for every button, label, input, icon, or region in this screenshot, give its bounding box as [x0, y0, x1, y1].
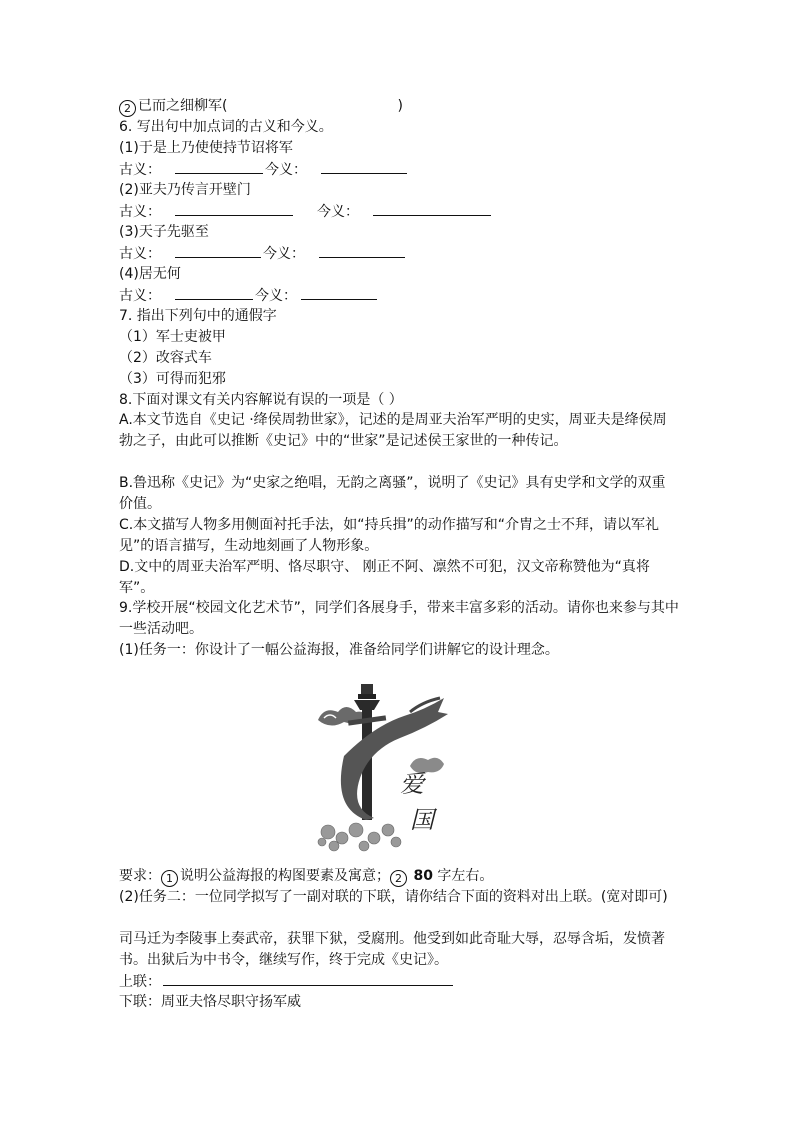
gu-label: 古义： [119, 288, 161, 304]
circled-number: 1 [161, 870, 178, 887]
q7-item-2: （2）改容式车 [119, 350, 212, 366]
q9-task-2: (2)任务二：一位同学拟写了一副对联的下联，请你结合下面的资料对出上联。(宽对即可) [119, 889, 668, 905]
gu-label: 古义： [119, 204, 161, 220]
circled-number: 2 [119, 100, 136, 117]
q8-option-b: B.鲁迅称《史记》为“史家之绝唱，无韵之离骚”，说明了《史记》具有史学和文学的双重价值。 [119, 475, 666, 512]
circled-number: 2 [390, 870, 407, 887]
q6-title: 6. 写出句中加点词的古义和今义。 [119, 119, 333, 135]
jin-blank[interactable] [373, 201, 491, 216]
q6-sentence-3: (3)天子先驱至 [119, 224, 209, 240]
q7-item-1: （1）军士吏被甲 [119, 329, 226, 345]
q8-option-a: A.本文节选自《史记 ·绛侯周勃世家》，记述的是周亚夫治军严明的史实，周亚夫是绛侯周勃之子，由此可以推断《史记》中的“世家”是记述侯王家世的一种传记。 [119, 412, 667, 449]
q6-sentence-2: (2)亚夫乃传言开壁门 [119, 182, 251, 198]
jin-blank[interactable] [301, 285, 377, 300]
gu-label: 古义： [119, 246, 161, 262]
q5-item-2 [119, 96, 403, 117]
jin-label: 今义： [265, 162, 307, 178]
q8-title: 8.下面对课文有关内容解说有误的一项是（ ） [119, 392, 403, 408]
patriotic-poster-image [314, 670, 450, 852]
xia-lian-text: 周亚夫恪尽职守扬军威 [161, 994, 301, 1010]
q9-requirement [119, 866, 493, 887]
requirement-label: 要求： [119, 868, 161, 884]
shang-lian-label: 上联： [119, 974, 161, 990]
gu-blank[interactable] [175, 159, 263, 174]
q8-option-d: D.文中的周亚夫治军严明、恪尽职守、 刚正不阿、凛然不可犯，汉文帝称赞他为“真将军”。 [119, 559, 650, 596]
q5-item-2-close: ) [397, 98, 403, 114]
poster-char-2: 国 [410, 806, 434, 834]
gu-blank[interactable] [175, 285, 253, 300]
jin-blank[interactable] [321, 159, 407, 174]
requirement-2-suffix: 字左右。 [432, 868, 494, 884]
gu-blank[interactable] [175, 201, 293, 216]
q5-item-2-text: 已而之细柳军( [138, 98, 228, 114]
poster-char-1: 爱 [400, 770, 424, 798]
q9-material: 司马迁为李陵事上奏武帝，获罪下狱，受腐刑。他受到如此奇耻大辱，忍辱含垢，发愤著书。出狱后为中书令，继续写作，终于完成《史记》。 [119, 931, 665, 968]
gu-blank[interactable] [175, 243, 261, 258]
shang-lian-row [119, 971, 455, 992]
xia-lian-label: 下联： [119, 994, 161, 1010]
q6-answer-row-1 [119, 159, 409, 180]
jin-label: 今义： [263, 246, 305, 262]
q6-sentence-1: (1)于是上乃使使持节诏将军 [119, 140, 293, 156]
q6-answer-row-2 [119, 201, 493, 222]
gu-label: 古义： [119, 162, 161, 178]
xia-lian-row [119, 992, 301, 1012]
q9-title: 9.学校开展“校园文化艺术节”，同学们各展身手，带来丰富多彩的活动。请你也来参与其中一些活动吧。 [119, 600, 679, 637]
q6-answer-row-4 [119, 285, 379, 306]
jin-blank[interactable] [319, 243, 405, 258]
q9-task-1: (1)任务一：你设计了一幅公益海报，准备给同学们讲解它的设计理念。 [119, 642, 559, 658]
shang-lian-blank[interactable] [163, 971, 453, 986]
jin-label: 今义： [317, 204, 359, 220]
q8-option-c: C.本文描写人物多用侧面衬托手法，如“持兵揖”的动作描写和“介胄之士不拜，请以军礼见”的语言描写，生动地刻画了人物形象。 [119, 517, 659, 554]
requirement-1: 说明公益海报的构图要素及寓意； [180, 868, 390, 884]
q7-title: 7. 指出下列句中的通假字 [119, 308, 277, 324]
q6-sentence-4: (4)居无何 [119, 266, 181, 282]
word-count: 80 [413, 868, 433, 884]
jin-label: 今义： [255, 288, 297, 304]
q7-item-3: （3）可得而犯邪 [119, 371, 226, 387]
q6-answer-row-3 [119, 243, 407, 264]
